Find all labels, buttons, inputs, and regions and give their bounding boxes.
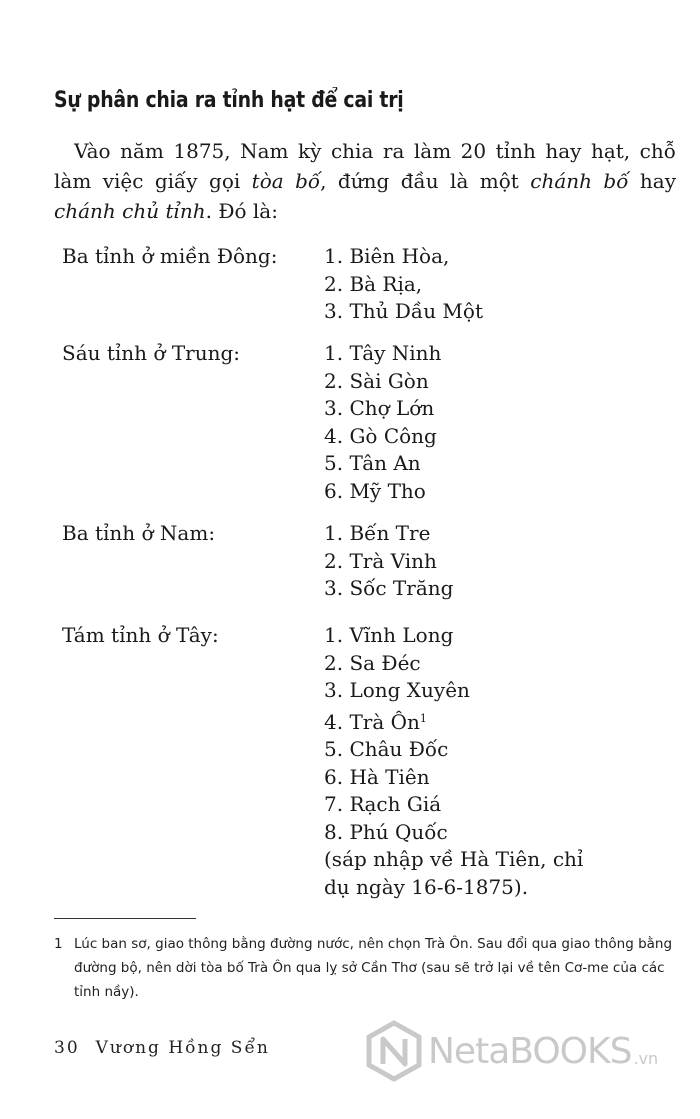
footnote-text: Lúc ban sơ, giao thông bằng đường nước, nên chọn Trà Ôn. Sau đổi qua giao thông bằng đường bộ, nên dời tòa bố Trà Ôn qua lỵ sở Cần Thơ (sau sẽ trở lại về tên Cơ-me của các tỉnh nầy).: [74, 936, 673, 1000]
province-group-south: [62, 520, 453, 603]
list-item: 3. Long Xuyên: [324, 678, 470, 702]
watermark-brand: NetaBOOKS: [428, 1030, 632, 1072]
list-item: 8. Phú Quốc: [324, 819, 448, 844]
list-item: 1. Biên Hòa,: [324, 244, 450, 268]
province-group-east: [62, 243, 483, 326]
list-item: 1. Bến Tre: [324, 521, 431, 545]
intro-term-chanh-bo: chánh bố: [530, 169, 629, 193]
list-item: 4. Gò Công: [324, 423, 437, 448]
section-title: Sự phân chia ra tỉnh hạt để cai trị: [54, 88, 404, 113]
list-item: 6. Mỹ Tho: [324, 478, 426, 503]
page-footer: [54, 1038, 270, 1058]
intro-term-toa-bo: tòa bố: [251, 169, 321, 193]
list-item: 7. Rạch Giá: [324, 792, 442, 816]
intro-text-1: Vào năm 1875, Nam kỳ chia ra làm 20 tỉnh hay hạt, chỗ làm việc giấy gọi: [54, 139, 676, 193]
intro-paragraph: [54, 136, 676, 226]
province-list: [324, 520, 453, 603]
province-group-west: [62, 622, 614, 901]
author-name: Vương Hồng Sển: [95, 1038, 270, 1058]
province-list: [324, 340, 441, 505]
publisher-watermark: [366, 1020, 658, 1082]
footnote: [54, 932, 674, 1004]
footnote-number: 1: [54, 936, 63, 952]
intro-text-4: . Đó là:: [205, 199, 278, 223]
phu-quoc-note: (sáp nhập về Hà Tiên, chỉ dụ ngày 16-6-1875).: [324, 847, 584, 899]
list-item: [324, 705, 614, 737]
list-item: 1. Vĩnh Long: [324, 623, 454, 647]
group-label: Ba tỉnh ở Nam:: [62, 521, 216, 545]
list-item: 3. Chợ Lớn: [324, 396, 435, 420]
list-item: 2. Sài Gòn: [324, 368, 429, 393]
page-number: 30: [54, 1038, 80, 1058]
list-item: 6. Hà Tiên: [324, 764, 430, 789]
list-item-text: 4. Trà Ôn: [324, 709, 420, 734]
footnote-divider: [54, 918, 196, 919]
list-item: 3. Thủ Dầu Một: [324, 299, 483, 323]
intro-text-3: hay: [628, 169, 677, 193]
province-group-central: [62, 340, 441, 505]
list-item: 5. Châu Đốc: [324, 737, 449, 761]
province-list: [324, 243, 483, 326]
footnote-reference: 1: [419, 711, 427, 725]
watermark-suffix: .vn: [633, 1048, 659, 1068]
list-item: 2. Trà Vinh: [324, 548, 437, 573]
province-list: [324, 622, 614, 901]
list-item: 5. Tân An: [324, 451, 421, 475]
intro-text-2: , đứng đầu là một: [320, 169, 531, 193]
netabooks-logo-icon: [366, 1020, 422, 1082]
list-item: 3. Sốc Trăng: [324, 576, 454, 600]
group-label: Ba tỉnh ở miền Đông:: [62, 244, 278, 268]
group-label: Tám tỉnh ở Tây:: [62, 623, 219, 647]
intro-term-chanh-chu-tinh: chánh chủ tỉnh: [54, 199, 206, 223]
list-item: 2. Sa Đéc: [324, 650, 421, 675]
list-item: 2. Bà Rịa,: [324, 271, 423, 296]
group-label: Sáu tỉnh ở Trung:: [62, 341, 241, 365]
list-item: 1. Tây Ninh: [324, 341, 442, 365]
